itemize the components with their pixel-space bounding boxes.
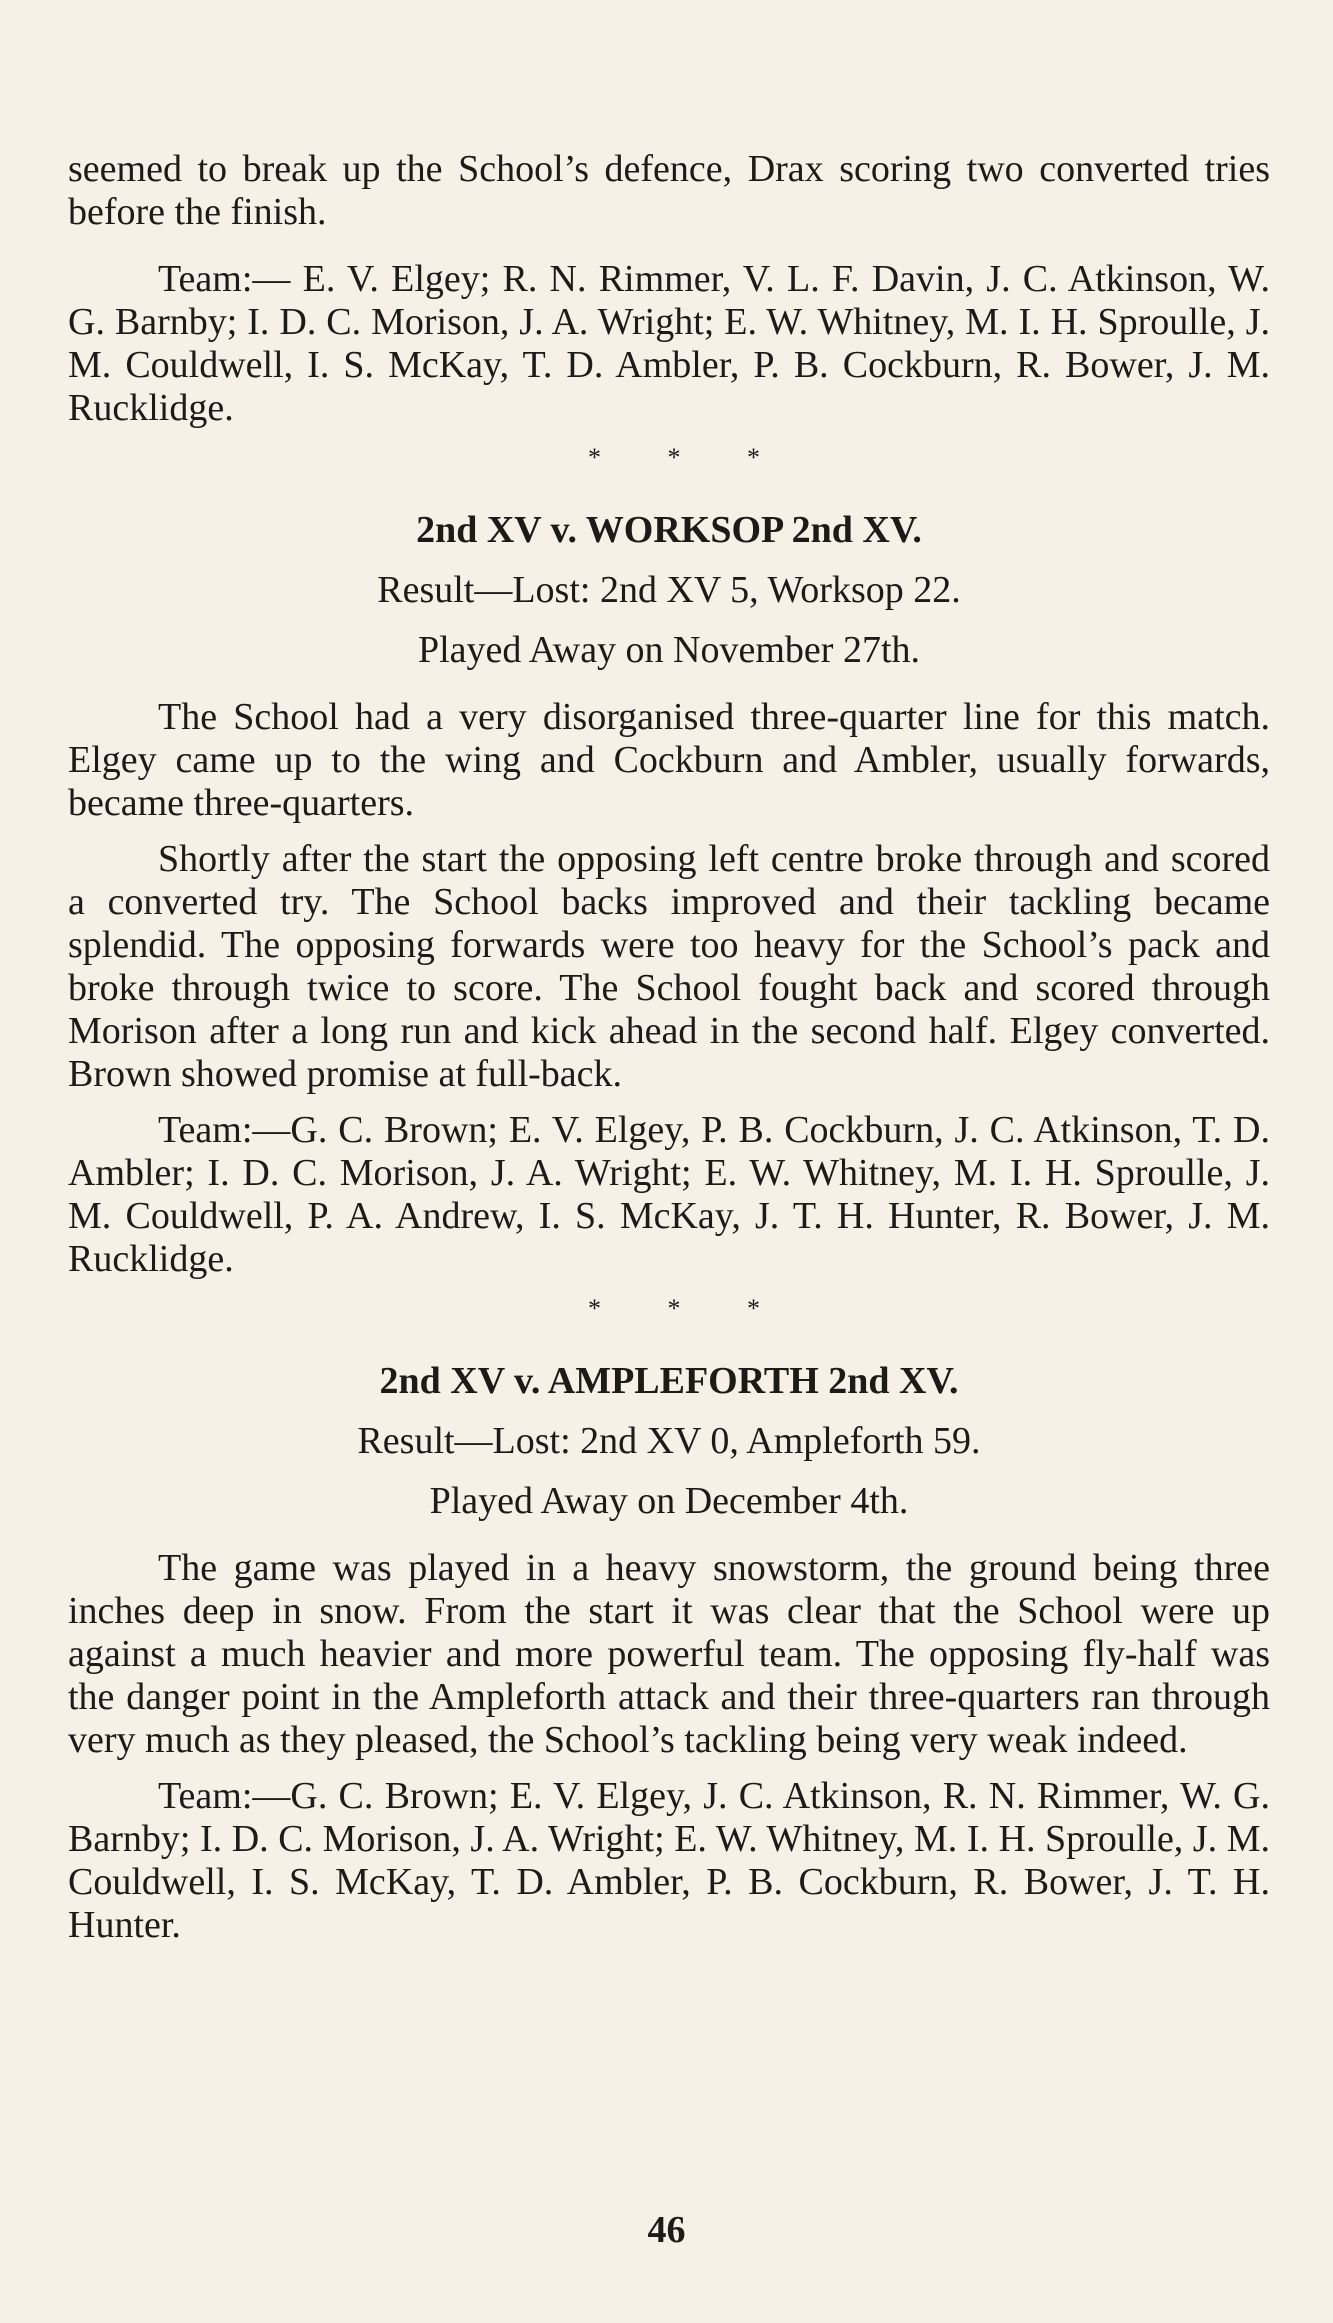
match-report-paragraph: Shortly after the start the opposing left centre broke through and scored a converted try. The School backs improved and their tackling became splendid. The opposing forwards were too heavy for the School’s pack and broke through twice to score. The School fought back and scored through Morison after a long run and kick ahead in the second half. Elgey converted. Brown showed promise at full-back. xyxy=(68,838,1270,1095)
team-list: Team:—G. C. Brown; E. V. Elgey, J. C. Atkinson, R. N. Rimmer, W. G. Barnby; I. D. C. Morison, J. A. Wright; E. W. Whitney, M. I. H. Sproulle, J. M. Couldwell, I. S. McKay, T. D. Ambler, P. B. Cockburn, R. Bower, J. T. H. Hunter. xyxy=(68,1775,1270,1946)
page-number: 46 xyxy=(647,2209,686,2251)
match-heading: 2nd XV v. WORKSOP 2nd XV. xyxy=(416,509,922,551)
team-list: Team:— E. V. Elgey; R. N. Rimmer, V. L. F. Davin, J. C. Atkinson, W. G. Barnby; I. D. C. Morison, J. A. Wright; E. W. Whitney, M. I. H. Sproulle, J. M. Couldwell, I. S. McKay, T. D. Ambler, P. B. Cockburn, R. Bower, J. M. Rucklidge. xyxy=(68,258,1270,429)
continuation-paragraph: seemed to break up the School’s defence, Drax scoring two converted tries before the finish. xyxy=(68,148,1270,233)
page-body xyxy=(68,148,1270,1947)
match-heading: 2nd XV v. AMPLEFORTH 2nd XV. xyxy=(379,1360,959,1402)
match-report-paragraph: The game was played in a heavy snowstorm, the ground being three inches deep in snow. From the start it was clear that the School were up against a much heavier and more powerful team. The opposing fly-half was the danger point in the Ampleforth attack and their three-quarters ran through very much as they pleased, the School’s tackling being very weak indeed. xyxy=(68,1547,1270,1761)
match-date: Played Away on December 4th. xyxy=(429,1480,909,1522)
match-report-paragraph: The School had a very disorganised three-quarter line for this match. Elgey came up to the wing and Cockburn and Ambler, usually forwards, became three-quarters. xyxy=(68,696,1270,824)
team-list: Team:—G. C. Brown; E. V. Elgey, P. B. Cockburn, J. C. Atkinson, T. D. Ambler; I. D. C. Morison, J. A. Wright; E. W. Whitney, M. I. H. Sproulle, J. M. Couldwell, P. A. Andrew, I. S. McKay, J. T. H. Hunter, R. Bower, J. M. Rucklidge. xyxy=(68,1109,1270,1280)
match-result: Result—Lost: 2nd XV 0, Ampleforth 59. xyxy=(357,1420,981,1462)
section-separator: * * * xyxy=(588,1294,790,1323)
section-separator: * * * xyxy=(588,443,790,472)
match-result: Result—Lost: 2nd XV 5, Worksop 22. xyxy=(377,569,961,611)
match-date: Played Away on November 27th. xyxy=(417,629,921,671)
